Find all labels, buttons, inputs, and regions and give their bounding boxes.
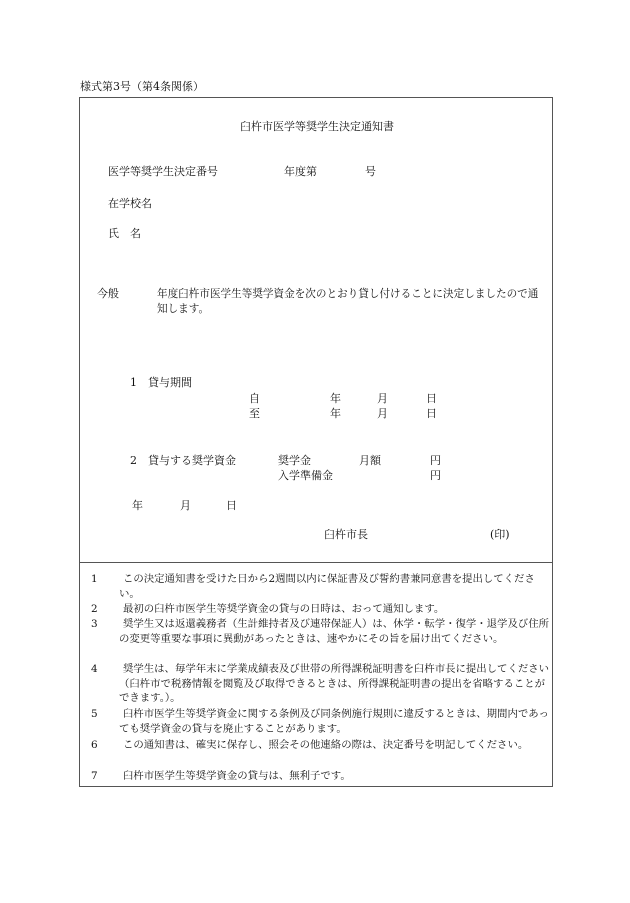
note-item: 5 臼杵市医学生等奨学資金に関する条例及び同条例施行規則に違反するときは、期間内であっても奨学資金の貸与を廃止することがあります。 — [91, 708, 549, 735]
date-day: 日 — [226, 499, 237, 512]
body-text: 年度臼杵市医学生等奨学資金を次のとおり貸し付けることに決定しましたので通知します。 — [157, 288, 539, 315]
decision-number-label: 医学等奨学生決定番号 — [108, 165, 218, 178]
school-name-label: 在学校名 — [108, 197, 152, 210]
body-intro: 今般 — [97, 287, 119, 300]
from-label: 自 — [249, 392, 260, 405]
document-title: 臼杵市医学等奨学生決定通知書 — [240, 120, 394, 133]
form-reference: 様式第3号（第4条関係） — [80, 80, 204, 93]
note-item: 7 臼杵市医学生等奨学資金の貸与は、無利子です。 — [91, 770, 351, 782]
date-month: 月 — [180, 499, 191, 512]
to-month: 月 — [377, 407, 388, 420]
note-item: 1 この決定通知書を受けた日から2週間以内に保証書及び誓約書兼同意書を提出してください。 — [91, 573, 535, 600]
note-item: 4 奨学生は、毎学年末に学業成績表及び世帯の所得課税証明書を臼杵市長に提出してください（臼杵市で税務情報を閲覧及び取得できるときは、所得課税証明書の提出を省略することができます。）。 — [91, 663, 550, 705]
notes-section — [79, 562, 553, 787]
monthly-amount-label: 月額 — [359, 454, 381, 467]
note-item: 3 奨学生又は返還義務者（生計維持者及び連帯保証人）は、休学・転学・復学・退学及び住所の変更等重要な事項に異動があったときは、速やかにその旨を届け出てください。 — [91, 618, 550, 645]
to-year: 年 — [330, 407, 341, 420]
to-day: 日 — [426, 407, 437, 420]
notice-main-section — [79, 97, 553, 563]
student-name-label: 氏 名 — [108, 227, 141, 240]
scholarship-yen: 円 — [430, 454, 441, 467]
mayor-label: 臼杵市長 — [324, 528, 368, 541]
loan-funds-heading: 2 貸与する奨学資金 — [130, 454, 236, 467]
body-text-first — [157, 287, 547, 317]
fiscal-year-label: 年度第 — [284, 165, 317, 178]
from-year: 年 — [330, 392, 341, 405]
entrance-yen: 円 — [430, 469, 441, 482]
date-year: 年 — [132, 499, 143, 512]
seal-mark: (印) — [490, 528, 510, 541]
from-month: 月 — [377, 392, 388, 405]
entrance-prep-label: 入学準備金 — [278, 469, 333, 482]
note-item: 6 この通知書は、確実に保存し、照会その他連絡の際は、決定番号を明記してください。 — [91, 739, 529, 751]
scholarship-label: 奨学金 — [278, 454, 311, 467]
from-day: 日 — [426, 392, 437, 405]
to-label: 至 — [249, 407, 260, 420]
note-item: 2 最初の臼杵市医学生等奨学資金の貸与の日時は、おって通知します。 — [91, 603, 445, 615]
number-label: 号 — [365, 165, 376, 178]
loan-period-heading: 1 貸与期間 — [130, 376, 192, 389]
